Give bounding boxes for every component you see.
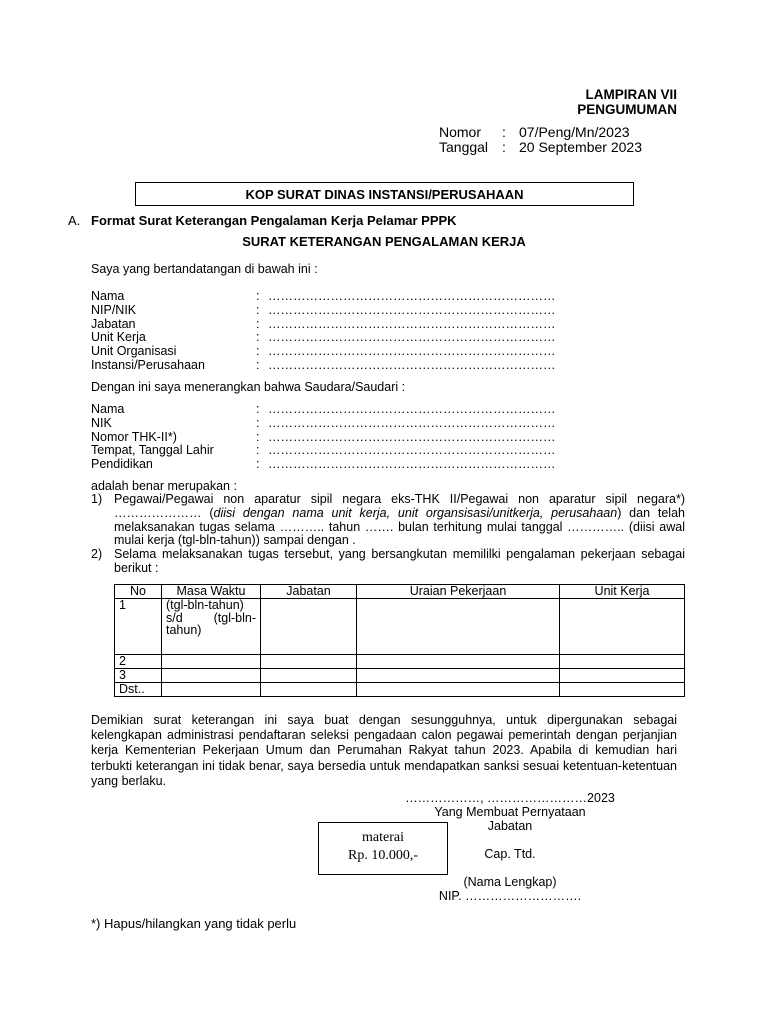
nomor-value: 07/Peng/Mn/2023 — [519, 124, 630, 140]
document-title: SURAT KETERANGAN PENGALAMAN KERJA — [242, 234, 526, 249]
section-title: Format Surat Keterangan Pengalaman Kerja Pelamar PPPK — [91, 213, 457, 228]
signature-maker: Yang Membuat Pernyataan — [434, 805, 586, 819]
field-value: …………………………………………………………… — [268, 402, 556, 416]
materai-amount: Rp. 10.000,- — [348, 848, 418, 863]
signature-name: (Nama Lengkap) — [463, 875, 557, 889]
materai-label: materai — [362, 830, 404, 845]
field-row — [91, 318, 556, 332]
kop-surat-box: KOP SURAT DINAS INSTANSI/PERUSAHAAN — [135, 182, 634, 206]
experience-table — [114, 584, 685, 697]
table-cell — [560, 669, 685, 683]
list-number: 1) — [91, 492, 103, 506]
footnote: *) Hapus/hilangkan yang tidak perlu — [91, 916, 297, 931]
field-colon: : — [256, 357, 260, 372]
field-colon: : — [256, 402, 260, 416]
table-cell — [560, 683, 685, 697]
field-label: Unit Kerja — [91, 330, 146, 345]
field-label: NIP/NIK — [91, 302, 137, 317]
signature-stamp: Cap. Ttd. — [484, 847, 536, 861]
field-colon: : — [256, 415, 260, 430]
table-row — [115, 669, 685, 683]
subject-fields — [91, 403, 556, 472]
nomor-label: Nomor — [439, 124, 482, 140]
field-value: …………………………………………………………… — [268, 429, 556, 444]
list-text-part: Pegawai/Pegawai non aparatur sipil negara eks-THK II/Pegawai non aparatur sipil negara*) ………………… ( — [114, 492, 685, 520]
field-row — [91, 444, 556, 458]
materai-stamp-box — [318, 822, 448, 875]
table-row — [115, 655, 685, 669]
field-row — [91, 331, 556, 345]
table-cell — [357, 599, 560, 655]
tanggal-label: Tanggal — [439, 139, 489, 155]
field-value: …………………………………………………………… — [268, 330, 556, 345]
column-header: Masa Waktu — [162, 585, 261, 599]
table-row — [115, 683, 685, 697]
signature-nip: NIP. ………………………. — [438, 889, 582, 903]
table-cell — [261, 669, 357, 683]
field-label: Nama — [91, 289, 125, 303]
table-cell — [162, 655, 261, 669]
closing-paragraph — [91, 713, 677, 789]
table-cell: (tgl-bln-tahun) s/d (tgl-bln-tahun) — [162, 599, 261, 655]
table-cell — [162, 683, 261, 697]
lampiran-label: LAMPIRAN VII — [585, 87, 677, 102]
field-colon: : — [256, 302, 260, 317]
table-cell: Dst.. — [115, 683, 162, 697]
document-meta — [439, 125, 642, 155]
table-cell — [357, 669, 560, 683]
field-label: NIK — [91, 415, 112, 430]
list-text-part: ) dan telah melaksanakan tugas selama ……….. tahun ……. bulan terhitung mulai tanggal ………….. (diisi awal mulai kerja (tgl-bln-tahun)) sampai dengan . — [114, 505, 685, 548]
column-header: No — [115, 585, 162, 599]
field-value: …………………………………………………………… — [268, 302, 556, 317]
field-colon: : — [256, 457, 260, 472]
field-value: …………………………………………………………… — [268, 289, 556, 303]
field-label: Nama — [91, 402, 125, 416]
table-row — [115, 599, 685, 655]
adalah-text: adalah benar merupakan : — [91, 479, 237, 493]
field-label: Tempat, Tanggal Lahir — [91, 443, 214, 458]
intro-text: Saya yang bertandatangan di bawah ini : — [91, 262, 318, 276]
section-letter: A. — [68, 213, 81, 228]
table-cell — [357, 683, 560, 697]
field-colon: : — [256, 344, 260, 359]
list-item — [91, 493, 685, 548]
table-cell — [162, 669, 261, 683]
nomor-row — [439, 125, 642, 140]
field-row — [91, 290, 556, 304]
field-label: Nomor THK-II*) — [91, 429, 177, 444]
table-cell: 1 — [115, 599, 162, 655]
field-label: Instansi/Perusahaan — [91, 357, 205, 372]
field-value: …………………………………………………………… — [268, 415, 556, 430]
field-row — [91, 304, 556, 318]
lampiran-header — [477, 87, 677, 117]
column-header: Unit Kerja — [560, 585, 685, 599]
field-value: …………………………………………………………… — [268, 443, 556, 458]
list-text-italic: diisi dengan nama unit kerja, unit organsisasi/unitkerja, perusahaan — [213, 505, 618, 520]
table-cell — [560, 599, 685, 655]
field-row — [91, 345, 556, 359]
table-cell — [357, 655, 560, 669]
field-colon: : — [256, 443, 260, 458]
pengumuman-label: PENGUMUMAN — [577, 102, 677, 117]
field-label: Pendidikan — [91, 457, 153, 472]
field-row — [91, 431, 556, 445]
table-cell: 2 — [115, 655, 162, 669]
signer-fields — [91, 290, 556, 373]
table-cell: 3 — [115, 669, 162, 683]
field-row — [91, 417, 556, 431]
nomor-colon: : — [502, 124, 506, 140]
field-value: …………………………………………………………… — [268, 357, 556, 372]
field-row — [91, 403, 556, 417]
field-colon: : — [256, 330, 260, 345]
tanggal-colon: : — [502, 139, 506, 155]
column-header: Jabatan — [261, 585, 357, 599]
field-colon: : — [256, 289, 260, 303]
table-header-row — [115, 585, 685, 599]
field-row — [91, 359, 556, 373]
list-number: 2) — [91, 547, 103, 561]
table-cell — [261, 655, 357, 669]
field-colon: : — [256, 429, 260, 444]
table-cell — [261, 683, 357, 697]
field-value: …………………………………………………………… — [268, 344, 556, 359]
closing-text: Demikian surat keterangan ini saya buat dengan sesungguhnya, untuk dipergunakan sebagai kelengkapan administrasi pendaftaran seleksi pengadaan calon pegawai pemerintah dengan perjanjian kerja Kementerian Pekerjaan Umum dan Perumahan Rakyat tahun 2023. Apabila di kemudian hari terbukti keterangan ini tidak benar, saya bersedia untuk mendapatkan sanksi sesuai ketentuan-ketentuan yang berlaku. — [91, 713, 677, 788]
column-header: Uraian Pekerjaan — [357, 585, 560, 599]
signature-position: Jabatan — [487, 819, 533, 833]
table-cell — [560, 655, 685, 669]
field-label: Jabatan — [91, 316, 136, 331]
statement-text: Dengan ini saya menerangkan bahwa Saudara/Saudari : — [91, 380, 406, 394]
list-text: Selama melaksanakan tugas tersebut, yang bersangkutan memililki pengalaman pekerjaan sebagai berikut : — [114, 547, 685, 575]
table-cell — [261, 599, 357, 655]
field-value: …………………………………………………………… — [268, 316, 556, 331]
field-value: …………………………………………………………… — [268, 457, 556, 472]
tanggal-row — [439, 140, 642, 155]
list-item — [91, 548, 685, 576]
signature-place-date: ………………, ……………………2023 — [405, 791, 615, 805]
field-colon: : — [256, 316, 260, 331]
field-row — [91, 458, 556, 472]
list-text — [114, 493, 685, 548]
tanggal-value: 20 September 2023 — [519, 139, 642, 155]
field-label: Unit Organisasi — [91, 344, 177, 359]
